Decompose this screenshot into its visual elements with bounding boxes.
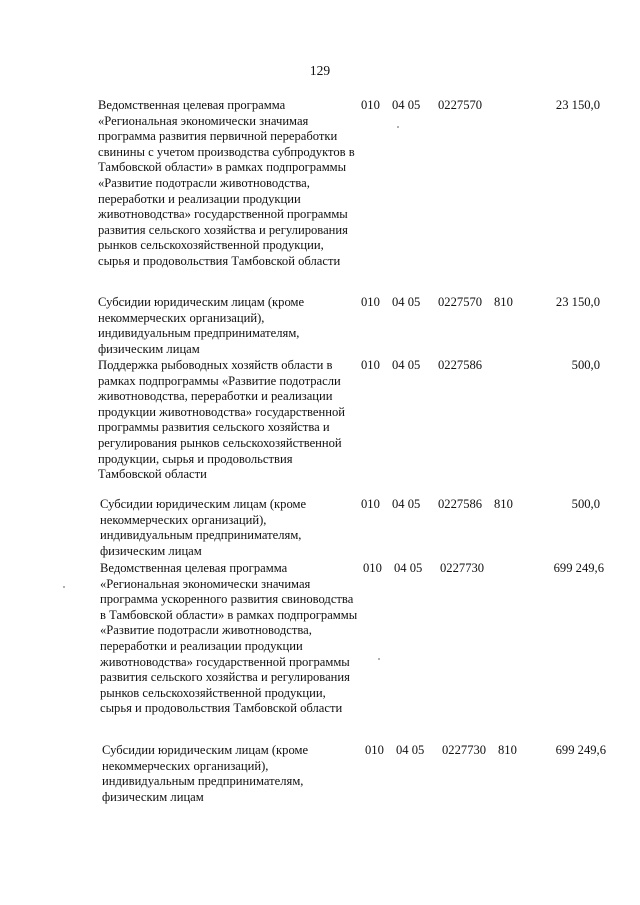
row-section-code: 04 05 <box>396 743 425 757</box>
row-amount: 500,0 <box>571 358 600 372</box>
row-description: Субсидии юридическим лицам (кроме некоммерческих организаций), индивидуальным предпринимателям, физическим лицам <box>100 497 307 558</box>
row-section-code: 04 05 <box>392 295 421 309</box>
page-number: 129 <box>309 63 331 78</box>
scan-speck <box>63 586 65 588</box>
row-amount: 23 150,0 <box>555 295 600 309</box>
row-ved-code: 010 <box>361 98 380 112</box>
row-description: Ведомственная целевая программа «Региональная экономически значимая программа развития первичной переработки свинины с учетом производства субпродуктов в Тамбовской области» в рамках подпрограммы «Развитие подотрасли животноводства, переработки и реализации продукции животноводства» государственной программы развития сельского хозяйства и регулирования рынков сельскохозяйственной продукции, сырья и продовольствия Тамбовской области <box>98 98 355 268</box>
scan-speck <box>397 126 399 128</box>
row-amount: 699 249,6 <box>553 561 604 575</box>
row-description: Субсидии юридическим лицам (кроме некоммерческих организаций), индивидуальным предпринимателям, физическим лицам <box>98 295 305 356</box>
row-amount: 699 249,6 <box>555 743 606 757</box>
row-target-article: 0227730 <box>442 743 487 757</box>
row-target-article: 0227586 <box>438 358 483 372</box>
row-section-code: 04 05 <box>392 497 421 511</box>
row-description: Ведомственная целевая программа «Региональная экономически значимая программа ускоренного развития свиноводства в Тамбовской области» в рамках подпрограммы «Развитие подотрасли животноводства, переработки и реализации продукции животноводства» государственной программы развития сельского хозяйства и регулирования рынков сельскохозяйственной продукции, сырья и продовольствия Тамбовской области <box>100 561 358 716</box>
row-section-code: 04 05 <box>392 98 421 112</box>
row-section-code: 04 05 <box>394 561 423 575</box>
row-section-code: 04 05 <box>392 358 421 372</box>
row-amount: 23 150,0 <box>555 98 600 112</box>
row-target-article: 0227586 <box>438 497 483 511</box>
row-ved-code: 010 <box>363 561 382 575</box>
row-ved-code: 010 <box>361 295 380 309</box>
row-expense-type: 810 <box>498 743 517 757</box>
row-target-article: 0227730 <box>440 561 485 575</box>
row-ved-code: 010 <box>361 497 380 511</box>
row-ved-code: 010 <box>365 743 384 757</box>
row-amount: 500,0 <box>571 497 600 511</box>
row-expense-type: 810 <box>494 295 513 309</box>
row-ved-code: 010 <box>361 358 380 372</box>
row-target-article: 0227570 <box>438 295 483 309</box>
row-description: Поддержка рыбоводных хозяйств области в рамках подпрограммы «Развитие подотрасли животноводства, переработки и реализации продукции животноводства» государственной программы развития сельского хозяйства и регулирования рынков сельскохозяйственной продукции, сырья и продовольствия Тамбовской области <box>98 358 345 482</box>
row-description: Субсидии юридическим лицам (кроме некоммерческих организаций), индивидуальным предпринимателям, физическим лицам <box>102 743 309 804</box>
row-target-article: 0227570 <box>438 98 483 112</box>
scan-speck <box>378 658 380 660</box>
row-expense-type: 810 <box>494 497 513 511</box>
